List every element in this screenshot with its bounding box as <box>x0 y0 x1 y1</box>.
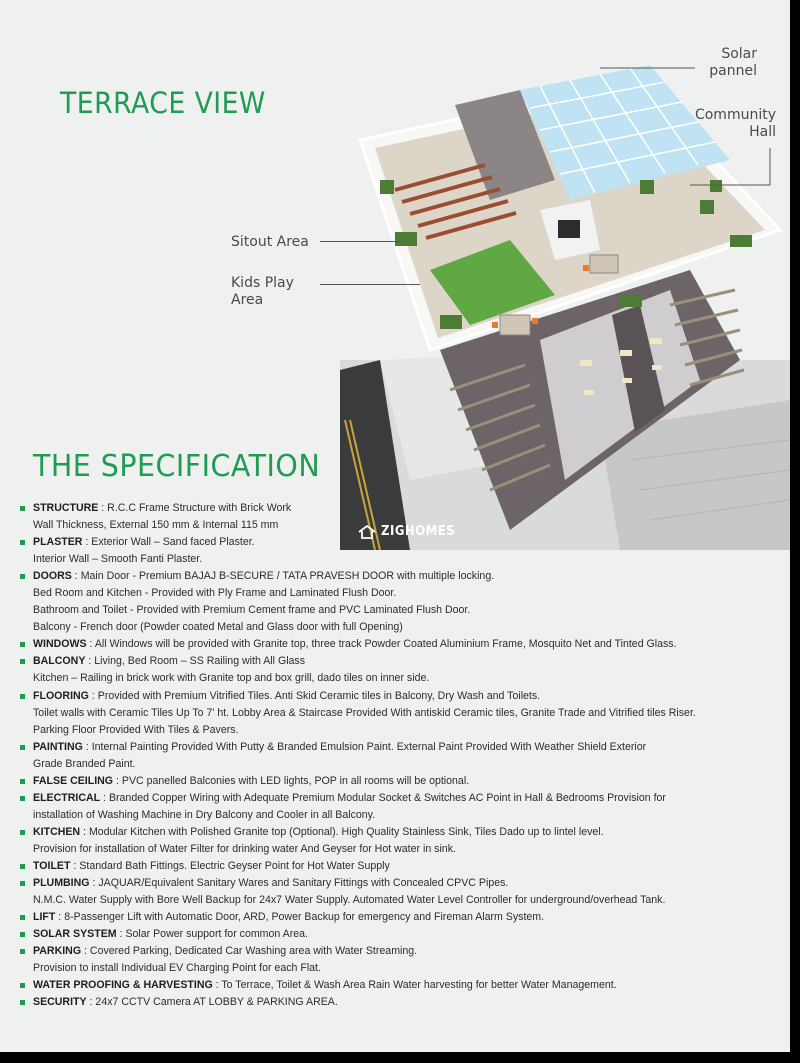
spec-item-kitchen <box>20 824 790 858</box>
spec-item-balcony <box>20 653 790 687</box>
spec-line: LIFT : 8-Passenger Lift with Automatic Door, ARD, Power Backup for emergency and Fireman Alarm System. <box>33 911 545 924</box>
spec-line <box>33 602 790 619</box>
spec-line <box>33 551 790 568</box>
spec-line <box>33 892 790 909</box>
spec-line <box>33 960 790 977</box>
bullet-square-icon <box>20 932 25 937</box>
spec-text: All Windows will be provided with Granite top, three track Powder Coated Aluminium Frame, Mosquito Net and Tinted Glass. <box>94 638 677 651</box>
spec-heading: PARKING <box>33 945 82 958</box>
spec-line: TOILET : Standard Bath Fittings. Electric Geyser Point for Hot Water Supply <box>33 859 390 872</box>
spec-item-doors <box>20 568 790 636</box>
spec-text: Grade Branded Paint. <box>33 757 136 770</box>
spec-item-electrical <box>20 790 790 824</box>
spec-text: Provided with Premium Vitrified Tiles. Anti Skid Ceramic tiles in Balcony, Dry Wash and Toilets. <box>97 689 541 702</box>
spec-line: STRUCTURE : R.C.C Frame Structure with Brick Work <box>33 502 292 514</box>
spec-text: Parking Floor Provided With Tiles & Pavers. <box>33 723 239 736</box>
kids-play-leader-line <box>320 284 420 285</box>
bullet-square-icon <box>20 830 25 835</box>
spec-text: Provision to install Individual EV Charging Point for each Flat. <box>33 962 321 975</box>
spec-text: 24x7 CCTV Camera AT LOBBY & PARKING AREA. <box>95 996 338 1009</box>
spec-text: JAQUAR/Equivalent Sanitary Wares and Sanitary Fittings with Concealed CPVC Pipes. <box>98 877 509 890</box>
spec-text: Wall Thickness, External 150 mm & Internal 115 mm <box>33 519 279 532</box>
spec-line <box>33 841 790 858</box>
spec-text: Main Door - Premium BAJAJ B-SECURE / TATA PRAVESH DOOR with multiple locking. <box>80 570 495 583</box>
spec-text: Balcony - French door (Powder coated Metal and Glass door with full Opening) <box>33 621 403 634</box>
spec-text: 8-Passenger Lift with Automatic Door, ARD, Power Backup for emergency and Fireman Alarm System. <box>64 911 545 924</box>
spec-heading: FLOORING <box>33 689 89 702</box>
spec-item-structure <box>20 500 790 534</box>
specification-title: THE SPECIFICATION <box>33 449 321 484</box>
bullet-square-icon <box>20 796 25 801</box>
bullet-square-icon <box>20 881 25 886</box>
spec-line: ELECTRICAL : Branded Copper Wiring with Adequate Premium Modular Socket & Switches AC Point in Hall & Bedrooms Provision for <box>33 791 666 804</box>
sitout-leader-line <box>320 241 400 242</box>
spec-line: FLOORING : Provided with Premium Vitrified Tiles. Anti Skid Ceramic tiles in Balcony, Dry Wash and Toilets. <box>33 689 541 702</box>
spec-item-windows <box>20 636 790 653</box>
spec-heading: BALCONY <box>33 655 86 668</box>
spec-text: Solar Power support for common Area. <box>125 928 308 941</box>
spec-heading: KITCHEN <box>33 825 81 838</box>
spec-text: Bathroom and Toilet - Provided with Premium Cement frame and PVC Laminated Flush Door. <box>33 604 471 617</box>
spec-line <box>33 585 790 602</box>
spec-heading: PAINTING <box>33 740 83 753</box>
bullet-square-icon <box>20 864 25 869</box>
spec-heading: SOLAR SYSTEM <box>33 928 117 941</box>
spec-heading: ELECTRICAL <box>33 791 101 804</box>
spec-text: Provision for installation of Water Filter for drinking water And Geyser for Hot water in sink. <box>33 842 456 855</box>
bullet-square-icon <box>20 540 25 545</box>
spec-item-water-proofing-harvesting <box>20 977 790 994</box>
spec-item-flooring <box>20 688 790 739</box>
spec-text: Interior Wall – Smooth Fanti Plaster. <box>33 553 203 566</box>
bullet-square-icon <box>20 983 25 988</box>
spec-line: DOORS : Main Door - Premium BAJAJ B-SECURE / TATA PRAVESH DOOR with multiple locking. <box>33 570 495 583</box>
spec-heading: DOORS <box>33 570 72 583</box>
spec-line: WATER PROOFING & HARVESTING : To Terrace, Toilet & Wash Area Rain Water harvesting for better Water Management. <box>33 979 617 992</box>
kids-play-area-label: Kids Play Area <box>231 275 294 308</box>
bullet-square-icon <box>20 779 25 784</box>
bullet-square-icon <box>20 915 25 920</box>
spec-line: PARKING : Covered Parking, Dedicated Car Washing area with Water Streaming. <box>33 945 418 958</box>
bullet-square-icon <box>20 949 25 954</box>
spec-text: Living, Bed Room – SS Railing with All Glass <box>94 655 306 668</box>
sitout-area-label: Sitout Area <box>231 234 309 250</box>
spec-text: Branded Copper Wiring with Adequate Premium Modular Socket & Switches AC Point in Hall & Bedrooms Provision for <box>108 791 666 804</box>
spec-item-false-ceiling <box>20 773 790 790</box>
spec-line <box>33 756 790 773</box>
spec-line <box>33 705 790 722</box>
spec-heading: PLASTER <box>33 536 83 549</box>
spec-text: Internal Painting Provided With Putty & Branded Emulsion Paint. External Paint Provided With Weather Shield Exterior <box>91 740 647 753</box>
spec-line: PAINTING : Internal Painting Provided With Putty & Branded Emulsion Paint. External Paint Provided With Weather Shield Exterior <box>33 740 647 753</box>
spec-line: PLUMBING : JAQUAR/Equivalent Sanitary Wares and Sanitary Fittings with Concealed CPVC Pipes. <box>33 877 509 890</box>
spec-text: Exterior Wall – Sand faced Plaster. <box>91 536 255 549</box>
bullet-square-icon <box>20 506 25 511</box>
spec-heading: WATER PROOFING & HARVESTING <box>33 979 213 992</box>
spec-line: SECURITY : 24x7 CCTV Camera AT LOBBY & PARKING AREA. <box>33 996 338 1009</box>
spec-text: Kitchen – Railing in brick work with Granite top and box grill, dado tiles on inner side. <box>33 672 430 685</box>
spec-heading: FALSE CEILING <box>33 774 114 787</box>
spec-item-painting <box>20 739 790 773</box>
spec-text: Toilet walls with Ceramic Tiles Up To 7' ht. Lobby Area & Staircase Provided With antiskid Ceramic tiles, Granite Trade and Vitrified tiles Riser. <box>33 706 696 719</box>
spec-item-security <box>20 994 790 1011</box>
spec-heading: WINDOWS <box>33 638 87 651</box>
spec-text: Covered Parking, Dedicated Car Washing area with Water Streaming. <box>89 945 418 958</box>
specification-list <box>20 500 790 1011</box>
spec-heading: STRUCTURE <box>33 502 99 514</box>
spec-item-lift <box>20 909 790 926</box>
spec-line: FALSE CEILING : PVC panelled Balconies with LED lights, POP in all rooms will be optional. <box>33 774 470 787</box>
spec-text: Standard Bath Fittings. Electric Geyser Point for Hot Water Supply <box>79 859 390 872</box>
spec-heading: TOILET <box>33 859 71 872</box>
bullet-square-icon <box>20 694 25 699</box>
spec-item-solar-system <box>20 926 790 943</box>
spec-line: WINDOWS : All Windows will be provided with Granite top, three track Powder Coated Aluminium Frame, Mosquito Net and Tinted Glass. <box>33 638 677 651</box>
spec-line: BALCONY : Living, Bed Room – SS Railing with All Glass <box>33 655 306 668</box>
spec-item-toilet <box>20 858 790 875</box>
spec-text: Bed Room and Kitchen - Provided with Ply Frame and Laminated Flush Door. <box>33 587 397 600</box>
spec-line <box>33 517 790 534</box>
spec-line: SOLAR SYSTEM : Solar Power support for common Area. <box>33 928 308 941</box>
spec-line: PLASTER : Exterior Wall – Sand faced Plaster. <box>33 536 255 549</box>
bullet-square-icon <box>20 642 25 647</box>
solar-panel-label: Solar pannel <box>709 46 757 79</box>
spec-line <box>33 670 790 687</box>
zighomes-watermark: ZIGHOMES <box>358 524 455 539</box>
bullet-square-icon <box>20 574 25 579</box>
spec-line <box>33 807 790 824</box>
spec-text: N.M.C. Water Supply with Bore Well Backup for 24x7 Water Supply. Automated Water Level Controller for underground/overhead Tank. <box>33 894 666 907</box>
spec-heading: SECURITY <box>33 996 87 1009</box>
spec-line: KITCHEN : Modular Kitchen with Polished Granite top (Optional). High Quality Stainless Sink, Tiles Dado up to lintel level. <box>33 825 604 838</box>
spec-text: PVC panelled Balconies with LED lights, POP in all rooms will be optional. <box>121 774 470 787</box>
spec-text: To Terrace, Toilet & Wash Area Rain Water harvesting for better Water Management. <box>221 979 617 992</box>
spec-text: R.C.C Frame Structure with Brick Work <box>107 502 292 514</box>
bullet-square-icon <box>20 745 25 750</box>
spec-heading: PLUMBING <box>33 877 90 890</box>
bullet-square-icon <box>20 1000 25 1005</box>
spec-line <box>33 722 790 739</box>
community-hall-label: Community Hall <box>694 107 776 140</box>
spec-item-plaster <box>20 534 790 568</box>
spec-text: installation of Washing Machine in Dry Balcony and Cooler in all Balcony. <box>33 808 376 821</box>
spec-item-parking <box>20 943 790 977</box>
spec-text: Modular Kitchen with Polished Granite top (Optional). High Quality Stainless Sink, Tiles Dado up to lintel level. <box>88 825 604 838</box>
terrace-view-title: TERRACE VIEW <box>60 86 266 120</box>
spec-item-plumbing <box>20 875 790 909</box>
bullet-square-icon <box>20 659 25 664</box>
spec-heading: LIFT <box>33 911 56 924</box>
spec-line <box>33 619 790 636</box>
